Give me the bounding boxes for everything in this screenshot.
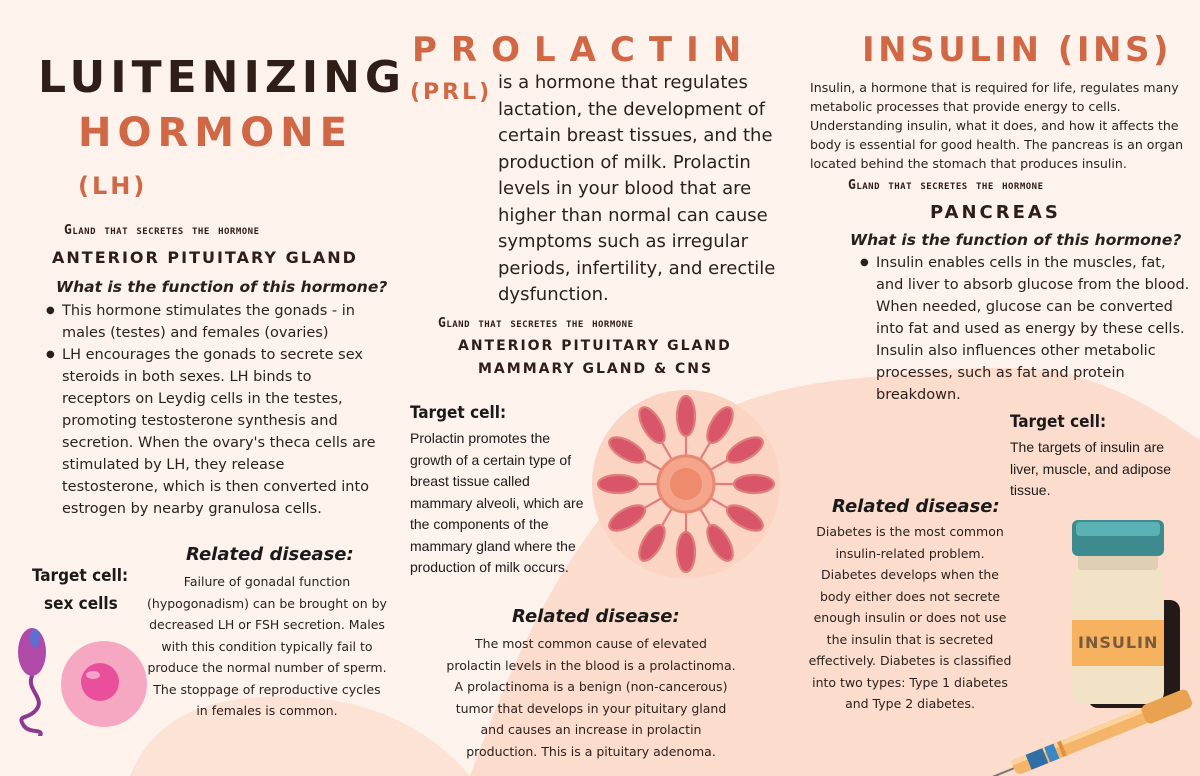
lh-target: sex cells bbox=[44, 594, 118, 614]
lh-disease: Failure of gonadal function (hypogonadism) can be brought on by decreased LH or FSH secretion. Males with this condition typically fail to produce the normal number of sperm. The stoppage of reproductive cycles in females is common. bbox=[147, 574, 387, 718]
lh-function-list bbox=[44, 300, 382, 520]
sperm-icon bbox=[6, 618, 66, 736]
lh-target-label: Target cell: bbox=[32, 566, 129, 586]
list-item: ● LH encourages the gonads to secrete sex steroids in both sexes. LH binds to receptors on Leydig cells in the testes, promoting testosterone synthesis and secretion. When the ovary's theca cells are stimulated by LH, they release testosterone, which is then converted into estrogen by nearby granulosa cells. bbox=[62, 344, 382, 520]
prl-gland-2: MAMMARY GLAND & CNS bbox=[478, 361, 714, 377]
ins-target-label: Target cell: bbox=[1010, 412, 1107, 432]
ins-title: INSULIN (INS) bbox=[862, 30, 1172, 70]
lh-function-question: What is the function of this hormone? bbox=[56, 278, 388, 296]
ins-gland: PANCREAS bbox=[930, 202, 1061, 223]
ins-vial-label: INSULIN bbox=[1078, 633, 1159, 652]
prl-intro: is a hormone that regulates lactation, the development of certain breast tissues, and the production of milk. Prolactin levels in your blood that are higher than normal can cause symptoms such as irregular periods, infertility, and erectile dysfunction. bbox=[498, 72, 776, 305]
prl-disease-label: Related disease: bbox=[512, 606, 680, 627]
lh-disease-label: Related disease: bbox=[186, 544, 354, 565]
lh-abbr: (LH) bbox=[78, 172, 148, 200]
egg-cell-icon bbox=[60, 640, 148, 728]
prl-title: PROLACTIN bbox=[412, 30, 756, 70]
insulin-pen-icon bbox=[984, 678, 1200, 776]
lh-title-line1: LUITENIZING bbox=[38, 52, 407, 103]
prl-gland-1: ANTERIOR PITUITARY GLAND bbox=[458, 338, 732, 354]
lh-gland: ANTERIOR PITUITARY GLAND bbox=[52, 248, 358, 267]
mammary-alveoli-icon bbox=[590, 388, 782, 580]
prl-target-label: Target cell: bbox=[410, 403, 507, 423]
list-item: ● This hormone stimulates the gonads - in males (testes) and females (ovaries) bbox=[62, 300, 382, 344]
lh-gland-heading: Gland that secretes the hormone bbox=[64, 223, 260, 238]
lh-title-line2: HORMONE bbox=[78, 110, 353, 156]
prl-gland-heading: Gland that secretes the hormone bbox=[438, 316, 634, 331]
ins-disease-label: Related disease: bbox=[832, 496, 1000, 517]
prl-abbr: (PRL) bbox=[410, 80, 493, 105]
ins-disease: Diabetes is the most common insulin-related problem. Diabetes develops when the body either does not secrete enough insulin or does not use the insulin that is secreted effectively. Diabetes is classified into two types: Type 1 diabetes and Type 2 diabetes. bbox=[808, 524, 1012, 711]
ins-intro: Insulin, a hormone that is required for life, regulates many metabolic processes that provide energy to cells. Understanding insulin, what it does, and how it affects the body is essential for good health. The pancreas is an organ located behind the stomach that produces insulin. bbox=[810, 80, 1184, 171]
ins-function-list bbox=[858, 252, 1194, 406]
ins-target: The targets of insulin are liver, muscle, and adipose tissue. bbox=[1010, 439, 1172, 498]
prl-target: Prolactin promotes the growth of a certain type of breast tissue called mammary alveoli, which are the components of the mammary gland where the production of milk occurs. bbox=[410, 430, 584, 575]
ins-gland-heading: Gland that secretes the hormone bbox=[848, 178, 1044, 193]
prl-disease: The most common cause of elevated prolactin levels in the blood is a prolactinoma. A prolactinoma is a benign (non-cancerous) tumor that develops in your pituitary gland and causes an increase in prolactin production. This is a pituitary adenoma. bbox=[446, 636, 736, 759]
list-item: ● Insulin enables cells in the muscles, fat, and liver to absorb glucose from the blood. When needed, glucose can be converted into fat and used as energy by these cells. Insulin also influences other metabolic processes, such as fat and protein breakdown. bbox=[876, 252, 1194, 406]
ins-function-question: What is the function of this hormone? bbox=[850, 231, 1182, 249]
